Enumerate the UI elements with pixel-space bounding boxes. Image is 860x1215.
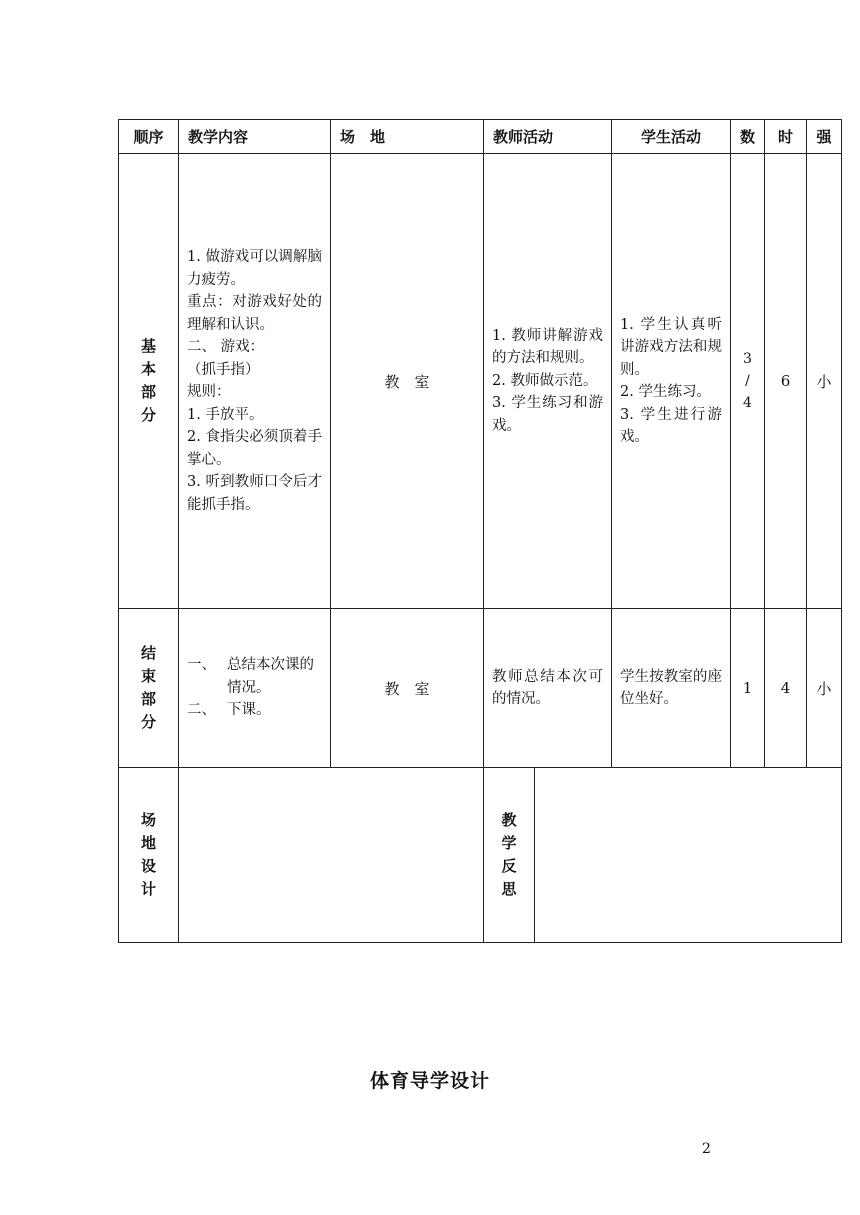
order-char: 基 xyxy=(140,337,156,355)
content-line: （抓手指） xyxy=(187,361,260,378)
count-char: / xyxy=(745,373,750,389)
time-cell: 6 xyxy=(765,154,807,609)
venue-cell: 教 室 xyxy=(331,154,484,609)
student-activity-cell xyxy=(612,609,731,768)
order-char: 结 xyxy=(140,644,156,662)
content-cell xyxy=(179,154,331,609)
table-header-row xyxy=(119,120,842,154)
list-item xyxy=(187,654,322,699)
teacher-activity-cell xyxy=(484,609,612,768)
list-text: 总结本次课的情况。 xyxy=(227,657,314,696)
content-line: 二、 游戏： xyxy=(187,339,265,355)
lesson-plan-table xyxy=(118,119,842,943)
design-char: 场 xyxy=(140,811,156,829)
count-char: 4 xyxy=(743,395,752,411)
header-count: 数 xyxy=(731,120,765,154)
header-order: 顺序 xyxy=(119,120,179,154)
intensity-cell: 小 xyxy=(807,609,842,768)
list-item xyxy=(187,699,322,722)
content-line: 2. 食指尖必须顶着手掌心。 xyxy=(187,429,322,468)
order-cell xyxy=(119,154,179,609)
teacher-line: 2. 教师做示范。 xyxy=(492,372,598,389)
header-content: 教学内容 xyxy=(179,120,331,154)
header-venue: 场 地 xyxy=(331,120,484,154)
list-marker: 二、 xyxy=(187,702,216,719)
header-intensity: 强 xyxy=(807,120,842,154)
reflection-char: 学 xyxy=(501,834,517,852)
design-char: 设 xyxy=(140,857,156,875)
intensity-cell: 小 xyxy=(807,154,842,609)
teacher-line: 1. 教师讲解游戏的方法和规则。 xyxy=(492,327,604,367)
content-line: 3. 听到教师口令后才 能抓手指。 xyxy=(187,474,322,513)
student-line: 3. 学生进行游戏。 xyxy=(620,406,723,445)
student-text: 学生按教室的座位坐好。 xyxy=(620,668,723,707)
order-char: 本 xyxy=(140,360,156,378)
reflection-char: 教 xyxy=(501,811,517,829)
order-cell xyxy=(119,609,179,768)
reflection-area-cell xyxy=(535,768,842,943)
count-cell xyxy=(731,154,765,609)
content-line: 1. 手放平。 xyxy=(187,406,264,423)
count-cell: 1 xyxy=(731,609,765,768)
order-char: 部 xyxy=(140,690,156,708)
content-line: 1. 做游戏可以调解脑力疲劳。 xyxy=(187,249,322,288)
design-char: 计 xyxy=(140,880,156,898)
design-area-cell xyxy=(179,768,484,943)
order-char: 束 xyxy=(140,667,156,685)
count-char: 3 xyxy=(743,351,752,367)
order-char: 分 xyxy=(140,713,156,731)
table-row-ending xyxy=(119,609,842,768)
table-row-basic xyxy=(119,154,842,609)
design-char: 地 xyxy=(140,834,156,852)
order-char: 部 xyxy=(140,383,156,401)
time-cell: 4 xyxy=(765,609,807,768)
content-line: 规则： xyxy=(187,384,231,400)
header-student-activity: 学生活动 xyxy=(612,120,731,154)
document-title: 体育导学设计 xyxy=(369,1070,490,1092)
venue-cell: 教 室 xyxy=(331,609,484,768)
content-cell xyxy=(179,609,331,768)
student-line: 2. 学生练习。 xyxy=(620,384,711,400)
reflection-label-cell xyxy=(484,768,535,943)
page-number: 2 xyxy=(702,1141,711,1157)
design-label-cell xyxy=(119,768,179,943)
list-marker: 一、 xyxy=(187,657,216,674)
student-line: 1. 学生认真听讲游戏方法和规则。 xyxy=(620,316,723,378)
header-time: 时 xyxy=(765,120,807,154)
header-teacher-activity: 教师活动 xyxy=(484,120,612,154)
teacher-line: 3. 学生练习和游戏。 xyxy=(492,395,604,434)
student-activity-cell xyxy=(612,154,731,609)
list-text: 下课。 xyxy=(227,702,271,719)
teacher-text: 教师总结本次可的情况。 xyxy=(492,668,604,707)
teacher-activity-cell xyxy=(484,154,612,609)
content-line: 重点：对游戏好处的理解和认识。 xyxy=(187,294,322,333)
table-row-footer xyxy=(119,768,842,943)
reflection-char: 反 xyxy=(501,857,517,875)
reflection-char: 思 xyxy=(501,880,517,898)
order-char: 分 xyxy=(140,406,156,424)
